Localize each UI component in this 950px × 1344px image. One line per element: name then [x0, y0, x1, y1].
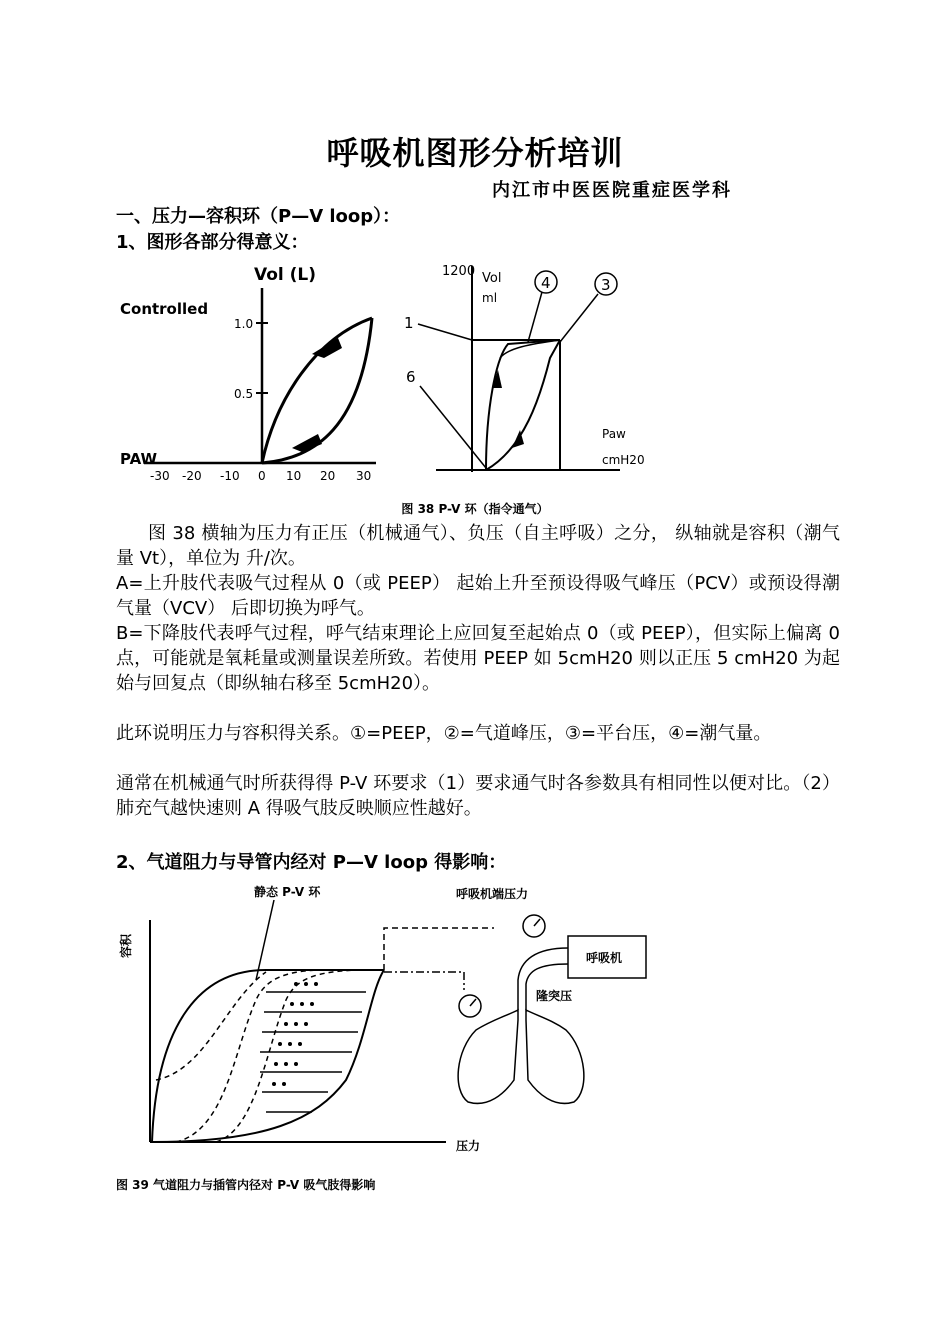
page-title: 呼吸机图形分析培训 — [326, 134, 624, 172]
marker-1-leader — [418, 324, 472, 340]
marker-3: 3 — [601, 276, 611, 294]
marker-6: 6 — [406, 368, 416, 386]
y-tick-label-1: 1.0 — [234, 317, 254, 331]
pressure-axis-label: 压力 — [456, 1139, 481, 1153]
volume-axis-label: 容积 — [119, 933, 133, 958]
x-tick-label: -10 — [220, 469, 240, 483]
static-loop-label: 静态 P-V 环 — [254, 885, 321, 899]
shift-dots — [272, 982, 318, 1086]
left-x-tick-labels — [150, 469, 371, 483]
figure-39-diagram — [116, 880, 656, 1162]
carina-pressure-label: 隆突压 — [536, 989, 573, 1003]
controlled-mode-label: Controlled — [120, 300, 209, 318]
paragraph-2: A=上升肢代表吸气过程从 0（或 PEEP） 起始上升至预设得吸气峰压（PCV）或预设得潮气量（VCV） 后即切换为呼气。 — [116, 573, 840, 619]
shift-arrows — [260, 992, 366, 1112]
right-y-top-label: 1200 — [442, 264, 476, 279]
paragraph-4: 此环说明压力与容积得关系。①=PEEP，②=气道峰压，③=平台压，④=潮气量。 — [116, 723, 772, 744]
x-tick-label: 20 — [320, 469, 336, 483]
marker-3-leader — [560, 294, 598, 342]
right-lung-icon — [526, 1010, 584, 1103]
left-lung-icon — [458, 1010, 518, 1103]
marker-4-leader — [528, 292, 542, 342]
x-tick-label: -20 — [182, 469, 202, 483]
static-expiratory-curve — [152, 970, 384, 1142]
section-1-heading: 一、压力—容积环（P—V loop）： — [116, 206, 401, 227]
static-loop-leader — [256, 900, 274, 980]
right-cmh20-label: cmH20 — [602, 453, 645, 467]
x-tick-label: 0 — [258, 469, 266, 483]
dynamic-inspiratory-curve — [152, 970, 384, 1142]
figure-39-caption: 图 39 气道阻力与插管内径对 P-V 吸气肢得影响 — [116, 1178, 376, 1192]
figure-38-left-pv-loop — [116, 258, 386, 490]
static-dashed-curve — [156, 972, 266, 1080]
carina-pressure-link — [384, 972, 464, 990]
paragraph-1: 图 38 横轴为压力有正压（机械通气）、负压（自主呼吸）之分， 纵轴就是容积（潮气量 Vt），单位为 升/次。 — [116, 523, 840, 569]
expiration-arrow — [312, 338, 342, 358]
section-2-heading: 2、气道阻力与导管内经对 P—V loop 得影响： — [116, 852, 507, 873]
y-tick-label-05: 0.5 — [234, 387, 254, 401]
marker-4: 4 — [541, 274, 551, 292]
resistance-dashed-curve-1 — [176, 970, 316, 1142]
section-1-subheading: 1、图形各部分得意义： — [116, 232, 309, 253]
x-tick-label: 30 — [356, 469, 372, 483]
left-y-axis-label: Vol (L) — [254, 265, 317, 285]
expiratory-limb-right — [486, 340, 560, 470]
paragraph-3: B=下降肢代表呼气过程，呼气结束理论上应回复至起始点 0（或 PEEP），但实际上偏离 0 点，可能就是氧耗量或测量误差所致。若使用 PEEP 如 5cmH20 则以正压 5 cmH20 为起始与回复点（即纵轴右移至 5cmH20）。 — [116, 623, 840, 694]
inspiration-arrow — [292, 434, 322, 452]
marker-6-leader — [420, 386, 486, 468]
ventilator-pressure-link — [384, 928, 494, 970]
x-tick-label: -30 — [150, 469, 170, 483]
ventilator-pressure-label: 呼吸机端压力 — [456, 887, 529, 901]
right-paw-label: Paw — [602, 427, 626, 441]
figure-38-caption: 图 38 P-V 环（指令通气） — [401, 502, 549, 516]
paw-axis-label: PAW — [120, 450, 158, 468]
paragraph-5: 通常在机械通气时所获得得 P-V 环要求（1）要求通气时各参数具有相同性以便对比。（2）肺充气越快速则 A 得吸气肢反映顺应性越好。 — [116, 773, 840, 819]
figure-38-right-pv-loop — [400, 258, 660, 490]
right-ml-label: ml — [482, 291, 498, 305]
marker-1: 1 — [404, 314, 414, 332]
x-tick-label: 10 — [286, 469, 302, 483]
department-subtitle: 内江市中医医院重症医学科 — [492, 180, 732, 201]
right-vol-label: Vol — [482, 271, 502, 286]
ventilator-label: 呼吸机 — [586, 951, 623, 965]
